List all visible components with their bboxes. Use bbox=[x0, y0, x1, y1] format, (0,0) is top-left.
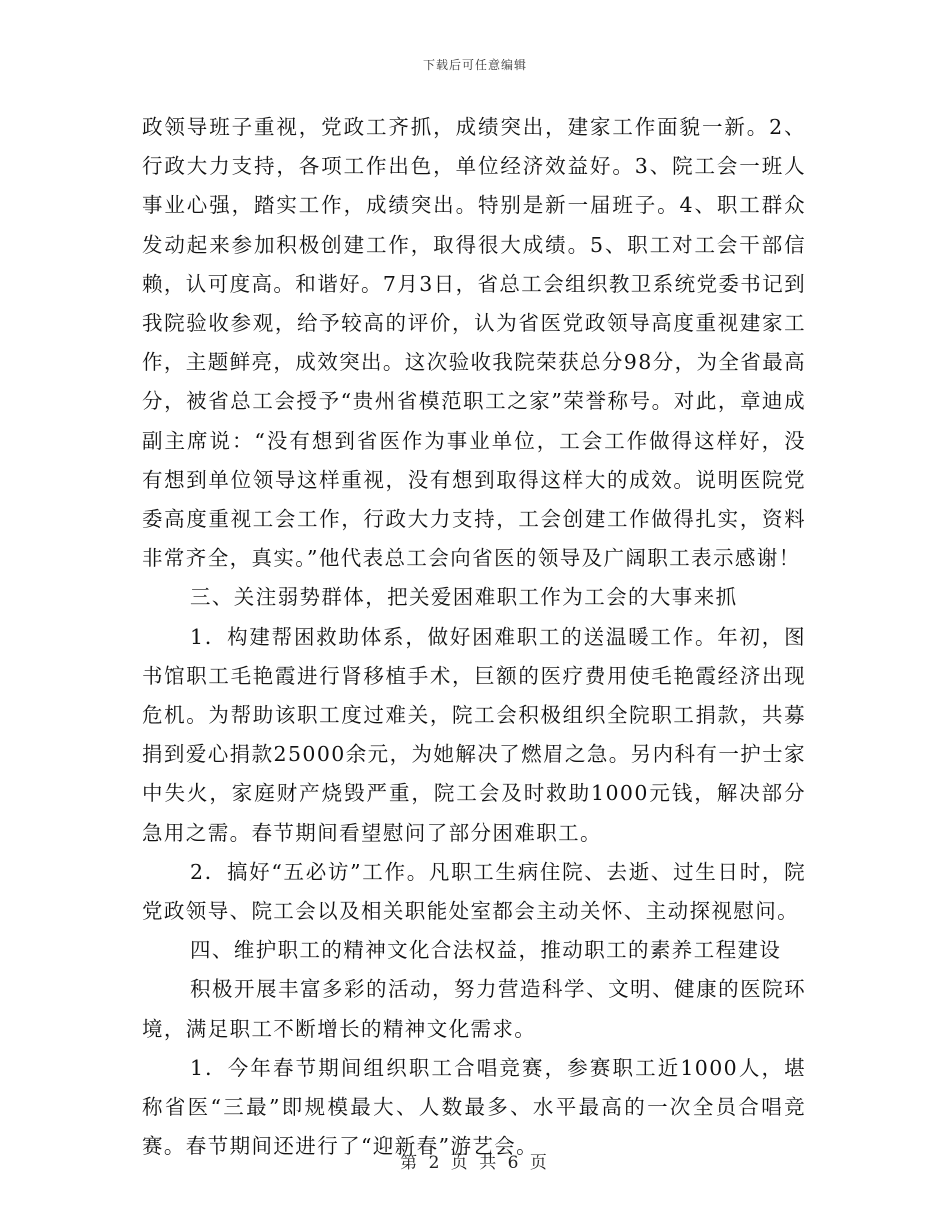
section-heading-3: 三、关注弱势群体，把关爱困难职工作为工会的大事来抓 bbox=[190, 585, 738, 610]
section-heading-4: 四、维护职工的精神文化合法权益，推动职工的素养工程建设 bbox=[190, 938, 782, 963]
page-number-footer: 第 2 页 共 6 页 bbox=[400, 1153, 550, 1173]
paragraph-item-2: 2．搞好“五必访”工作。凡职工生病住院、去逝、过生日时，院党政领导、院工会以及相关职能处室都会主动关怀、主动探视慰问。 bbox=[142, 859, 806, 924]
paragraph-item-3: 1．今年春节期间组织职工合唱竞赛，参赛职工近1000人，堪称省医“三最”即规模最大、人数最多、水平最高的一次全员合唱竞赛。春节期间还进行了“迎新春”游艺会。 bbox=[142, 1055, 806, 1159]
paragraph-continuation: 政领导班子重视，党政工齐抓，成绩突出，建家工作面貌一新。2、行政大力支持，各项工作出色，单位经济效益好。3、院工会一班人事业心强，踏实工作，成绩突出。特别是新一届班子。4、职工群众发动起来参加积极创建工作，取得很大成绩。5、职工对工会干部信赖，认可度高。和谐好。7月3日，省总工会组织教卫系统党委书记到我院验收参观，给予较高的评价，认为省医党政领导高度重视建家工作，主题鲜亮，成效突出。这次验收我院荣获总分98分，为全省最高分，被省总工会授予“贵州省模范职工之家”荣誉称号。对此，章迪成副主席说：“没有想到省医作为事业单位，工会工作做得这样好，没有想到单位领导这样重视，没有想到取得这样大的成效。说明医院党委高度重视工会工作，行政大力支持，工会创建工作做得扎实，资料非常齐全，真实。”他代表总工会向省医的领导及广阔职工表示感谢！ bbox=[142, 115, 806, 571]
paragraph-item-1: 1．构建帮困救助体系，做好困难职工的送温暖工作。年初，图书馆职工毛艳霞进行肾移植手术，巨额的医疗费用使毛艳霞经济出现危机。为帮助该职工度过难关，院工会积极组织全院职工捐款，共募捐到爱心捐款25000余元，为她解决了燃眉之急。另内科有一护士家中失火，家庭财产烧毁严重，院工会及时救助1000元钱，解决部分急用之需。春节期间看望慰问了部分困难职工。 bbox=[142, 624, 806, 845]
paragraph-intro: 积极开展丰富多彩的活动，努力营造科学、文明、健康的医院环境，满足职工不断增长的精神文化需求。 bbox=[142, 977, 806, 1041]
document-body bbox=[142, 108, 806, 1166]
page-header: 下载后可任意编辑 bbox=[422, 58, 527, 72]
